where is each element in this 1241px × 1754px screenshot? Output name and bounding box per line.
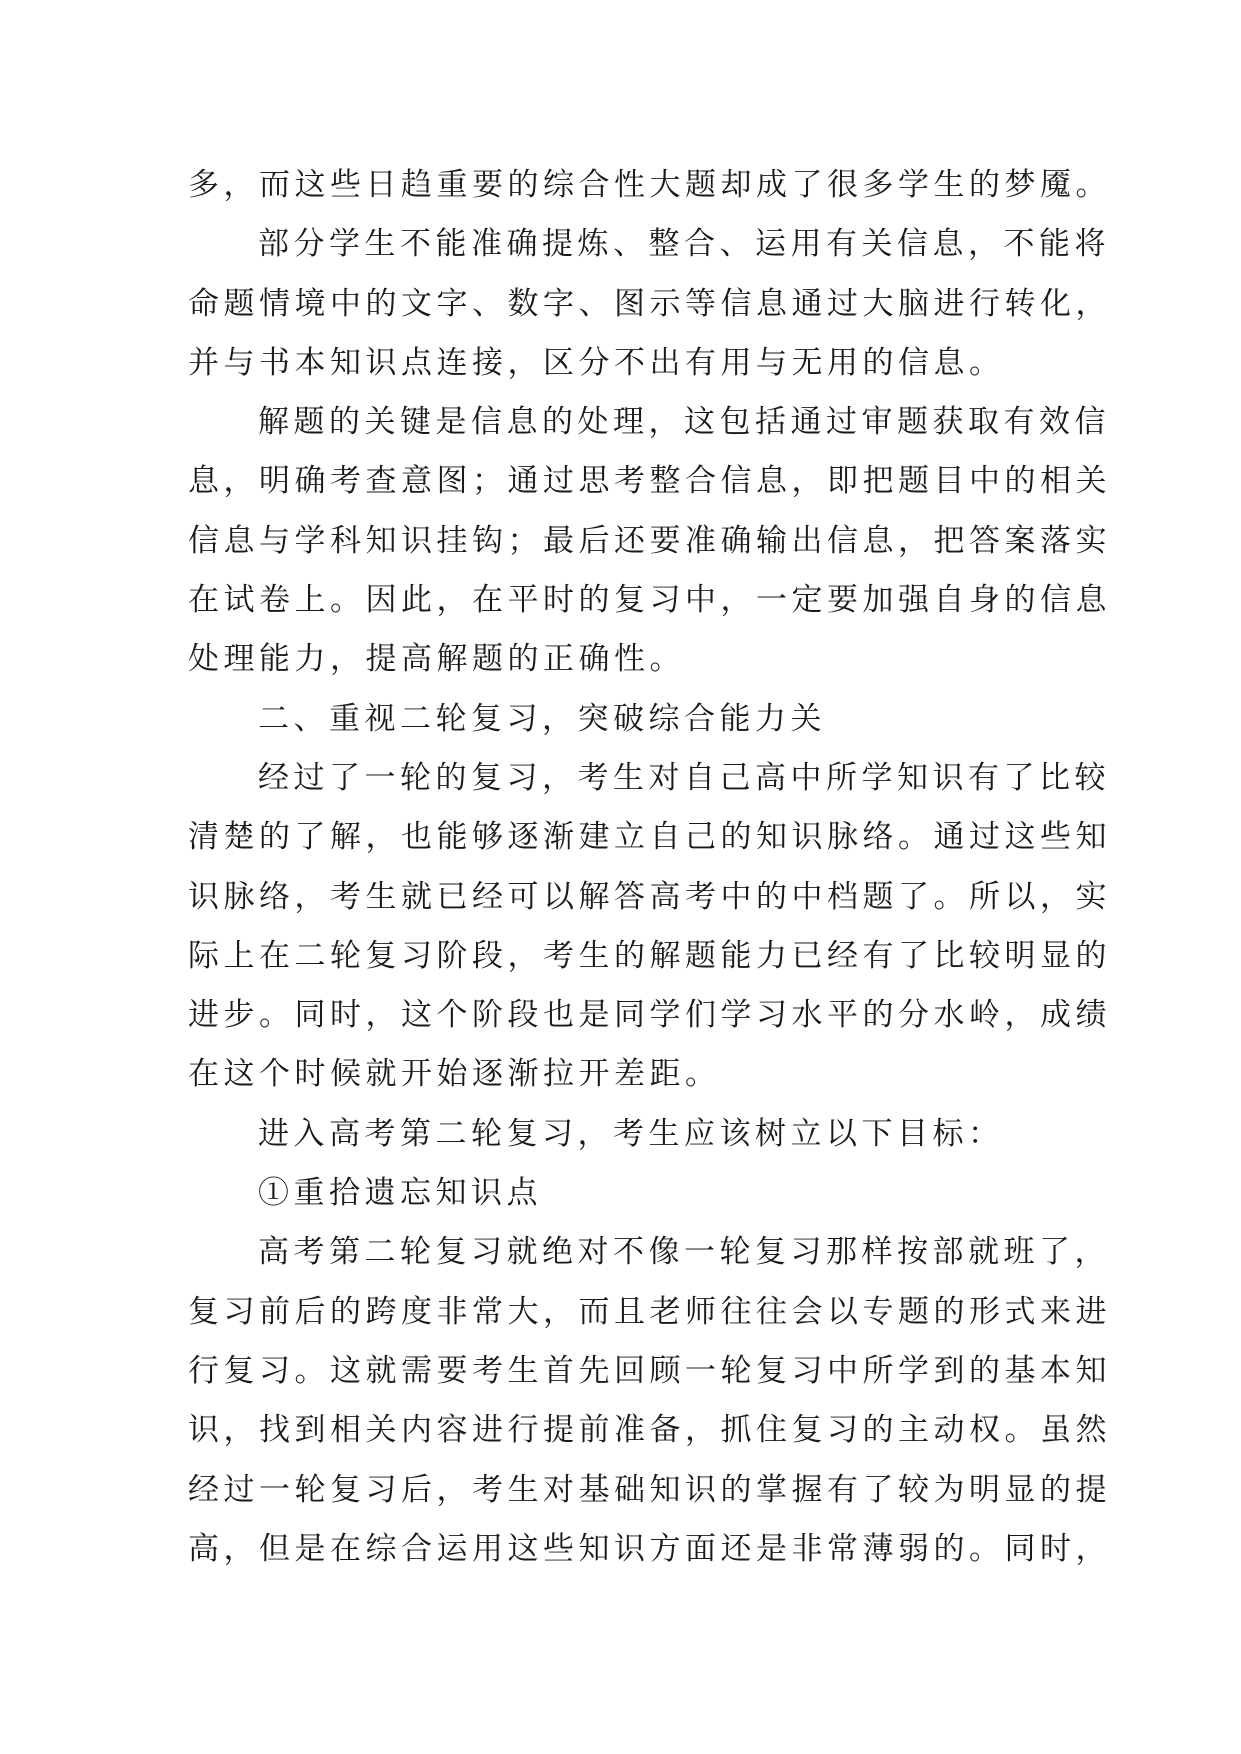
section-heading: 二、重视二轮复习，突破综合能力关	[258, 700, 826, 737]
text-line: 解题的关键是信息的处理，这包括通过审题获取有效信	[258, 404, 1110, 441]
text-line: 清楚的了解，也能够逐渐建立自己的知识脉络。通过这些知	[188, 819, 1111, 856]
text-line: 息，明确考查意图；通过思考整合信息，即把题目中的相关	[188, 463, 1111, 500]
text-line: 在试卷上。因此，在平时的复习中，一定要加强自身的信息	[188, 582, 1111, 619]
text-line: 在这个时候就开始逐渐拉开差距。	[188, 1056, 721, 1093]
text-line: 处理能力，提高解题的正确性。	[188, 641, 685, 678]
text-line: 识，找到相关内容进行提前准备，抓住复习的主动权。虽然	[188, 1412, 1111, 1449]
text-line: 进步。同时，这个阶段也是同学们学习水平的分水岭，成绩	[188, 997, 1111, 1034]
text-line: 部分学生不能准确提炼、整合、运用有关信息，不能将	[258, 226, 1110, 263]
text-line: 复习前后的跨度非常大，而且老师往往会以专题的形式来进	[188, 1293, 1111, 1330]
text-line: 命题情境中的文字、数字、图示等信息通过大脑进行转化，	[188, 285, 1111, 322]
text-line: 行复习。这就需要考生首先回顾一轮复习中所学到的基本知	[188, 1352, 1111, 1389]
text-line: 高，但是在综合运用这些知识方面还是非常薄弱的。同时，	[188, 1530, 1111, 1567]
body-text	[188, 156, 1111, 1579]
text-line: 识脉络，考生就已经可以解答高考中的中档题了。所以，实	[188, 878, 1111, 915]
text-line: 并与书本知识点连接，区分不出有用与无用的信息。	[188, 344, 1005, 381]
text-line: 多，而这些日趋重要的综合性大题却成了很多学生的梦魇。	[188, 167, 1111, 203]
text-line: 际上在二轮复习阶段，考生的解题能力已经有了比较明显的	[188, 937, 1111, 974]
text-line: 经过了一轮的复习，考生对自己高中所学知识有了比较	[258, 759, 1110, 796]
list-item-heading: ①重拾遗忘知识点	[258, 1175, 542, 1212]
text-line: 信息与学科知识挂钩；最后还要准确输出信息，把答案落实	[188, 522, 1111, 559]
text-line: 经过一轮复习后，考生对基础知识的掌握有了较为明显的提	[188, 1471, 1111, 1508]
text-line: 进入高考第二轮复习，考生应该树立以下目标：	[258, 1115, 1004, 1152]
text-line: 高考第二轮复习就绝对不像一轮复习那样按部就班了，	[258, 1234, 1110, 1271]
